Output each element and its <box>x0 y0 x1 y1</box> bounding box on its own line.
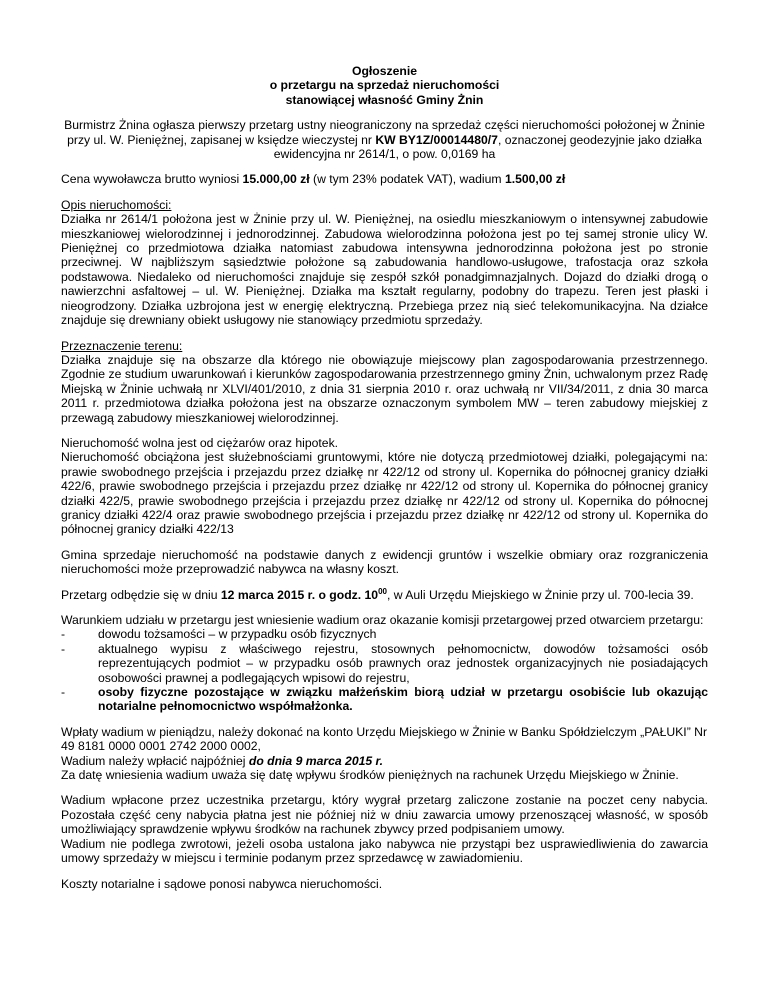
records-paragraph: Gmina sprzedaje nieruchomość na podstawie danych z ewidencji gruntów i wszelkie obmiary oraz rozgraniczenia nieruchomości może przeprowadzić nabywca na własny koszt. <box>61 547 708 577</box>
dash-bullet: - <box>61 685 66 700</box>
auction-text-2: , w Auli Urzędu Miejskiego w Żninie przy ul. 700-lecia 39. <box>386 587 694 602</box>
auction-date-text: 12 marca 2015 r. o godz. 10 <box>220 587 379 602</box>
intro-text-1: Burmistrz Żnina ogłasza pierwszy przetarg ustny nieograniczony na sprzedaż części nieruchomości położonej w Żninie przy ul. W. Pieniężnej, zapisanej w księdze wieczystej nr <box>64 118 705 147</box>
list-item <box>61 642 708 685</box>
encumbrance-text: Nieruchomość obciążona jest służebnościami gruntowymi, które nie dotyczą przedmiotowej działki, polegającymi na: prawie swobodnego przejścia i przejazdu przez działkę nr 422/12 od strony ul. Kopernika do północnej granicy działki 422/6, prawie swobodnego przejścia i przejazdu przez działkę nr 422/12 od strony ul. Kopernika do północnej granicy działki 422/5, prawie swobodnego przejścia i przejazdu przez działkę nr 422/12 od strony ul. Kopernika do północnej granicy działki 422/4 oraz prawie swobodnego przejścia i przejazdu przez działkę nr 422/12 od strony ul. Kopernika do północnej granicy działki 422/13 <box>61 450 708 537</box>
condition-text: aktualnego wypisu z właściwego rejestru, stosownych pełnomocnictw, dowodów tożsamości osób reprezentujących podmiot – w przypadku osób prawnych oraz jednostek organizacyjnych nie posiadających osobowości prawnej a podlegających wpisowi do rejestru, <box>98 641 708 685</box>
dash-bullet: - <box>61 641 66 656</box>
purpose-text: Działka znajduje się na obszarze dla którego nie obowiązuje miejscowy plan zagospodarowania przestrzennego. Zgodnie ze studium uwarunkowań i kierunków zagospodarowania przestrzennego gminy Żnin, uchwalonym przez Radę Miejską w Żninie uchwałą nr XLVI/401/2010, z dnia 31 sierpnia 2010 r. oraz uchwałą nr VII/34/2011, z dnia 30 marca 2011 r. przedmiotowa działka położona jest na obszarze oznaczonym symbolem MW – teren zabudowy miejskiej z przewagą zabudowy mieszkaniowej wielorodzinnej. <box>61 352 708 425</box>
auction-paragraph <box>61 588 708 602</box>
price-text-1: Cena wywoławcza brutto wyniosi <box>61 172 243 187</box>
deposit-amount: 1.500,00 zł <box>504 172 566 187</box>
intro-text-2: , oznaczonej geodezyjnie jako działka ewidencyjna nr 2614/1, o pow. 0,0169 ha <box>273 132 702 162</box>
deposit-rules-section <box>61 793 708 865</box>
title-line-2: o przetargu na sprzedaż nieruchomości <box>269 78 500 93</box>
auction-text-1: Przetarg odbędzie się w dniu <box>61 587 221 602</box>
payment-section <box>61 725 708 783</box>
payment-deadline-text: Wadium należy wpłacić najpóźniej <box>61 753 249 768</box>
price-text-2: (w tym 23% podatek VAT), wadium <box>309 172 505 187</box>
encumbrance-section <box>61 436 708 537</box>
description-heading: Opis nieruchomości: <box>61 197 172 212</box>
costs-paragraph: Koszty notarialne i sądowe ponosi nabywca nieruchomości. <box>61 876 383 891</box>
purpose-heading: Przeznaczenie terenu: <box>61 338 183 353</box>
encumbrance-free: Nieruchomość wolna jest od ciężarów oraz hipotek. <box>61 435 339 450</box>
deposit-rule-1: Wadium wpłacone przez uczestnika przetargu, który wygrał przetarg zaliczone zostanie na poczet ceny nabycia. Pozostała część ceny nabycia płatna jest nie później niż w dniu zawarcia umowy przenoszącej własność, w sposób umożliwiający sprawdzenie wpływu środków na rachunek zbywcy przed podpisaniem umowy. <box>61 793 708 837</box>
announcement-title <box>61 64 708 107</box>
condition-text: dowodu tożsamości – w przypadku osób fizycznych <box>98 627 377 642</box>
description-section <box>61 198 708 328</box>
list-item <box>61 627 708 641</box>
description-text: Działka nr 2614/1 położona jest w Żninie przy ul. W. Pieniężnej, na osiedlu mieszkaniowym o intensywnej zabudowie mieszkaniowej wielorodzinnej i jednorodzinnej. Zabudowa wielorodzinna położona jest po tej samej stronie ulicy W. Pieniężnej co przedmiotowa działka natomiast zabudowa intensywna jednorodzinna położona jest po stronie przeciwnej. W najbliższym sąsiedztwie położone są zabudowania handlowo-usługowe, trafostacja oraz szkoła podstawowa. Niedaleko od nieruchomości znajduje się zespół szkół ponadgimnazjalnych. Dojazd do działki drogą o nawierzchni asfaltowej – ul. W. Pieniężnej. Działka ma kształt regularny, podobny do trapezu. Teren jest płaski i nieogrodzony. Działka uzbrojona jest w energię elektryczną. Przebiega przez nią sieć telekomunikacyjna. Na działce znajduje się drewniany obiekt usługowy nie stanowiący przedmiotu sprzedaży. <box>61 212 708 328</box>
payment-account: Wpłaty wadium w pieniądzu, należy dokonać na konto Urzędu Miejskiego w Żninie w Banku Spółdzielczym „PAŁUKI” Nr 49 8181 0000 0001 2742 2000 0002, <box>61 724 707 754</box>
auction-hour-minutes: 00 <box>378 586 387 596</box>
title-line-3: stanowiącej własność Gminy Żnin <box>285 92 484 107</box>
conditions-intro: Warunkiem udziału w przetargu jest wniesienie wadium oraz okazanie komisji przetargowej przed otwarciem przetargu: <box>61 613 704 627</box>
title-line-1: Ogłoszenie <box>351 64 417 78</box>
payment-deadline <box>61 754 708 768</box>
document-page <box>61 64 708 902</box>
price-paragraph <box>61 172 708 186</box>
purpose-section <box>61 339 708 425</box>
auction-date <box>221 588 387 602</box>
payment-date-rule: Za datę wniesienia wadium uważa się datę wpływu środków pieniężnych na rachunek Urzędu Miejskiego w Żninie. <box>61 768 679 783</box>
land-register-number: KW BY1Z/00014480/7 <box>375 132 498 147</box>
deposit-rule-2: Wadium nie podlega zwrotowi, jeżeli osoba ustalona jako nabywca nie przystąpi bez usprawiedliwienia do zawarcia umowy sprzedaży w miejscu i terminie podanym przez sprzedawcę w zawiadomieniu. <box>61 836 708 866</box>
dash-bullet: - <box>61 627 66 642</box>
conditions-list <box>61 627 708 713</box>
list-item <box>61 685 708 714</box>
intro-paragraph <box>61 118 708 161</box>
starting-price: 15.000,00 zł <box>242 172 310 187</box>
condition-text: osoby fizyczne pozostające w związku małżeńskim biorą udział w przetargu osobiście lub okazując notarialne pełnomocnictwo współmałżonka. <box>98 685 708 714</box>
payment-deadline-date: do dnia 9 marca 2015 r. <box>248 753 384 768</box>
